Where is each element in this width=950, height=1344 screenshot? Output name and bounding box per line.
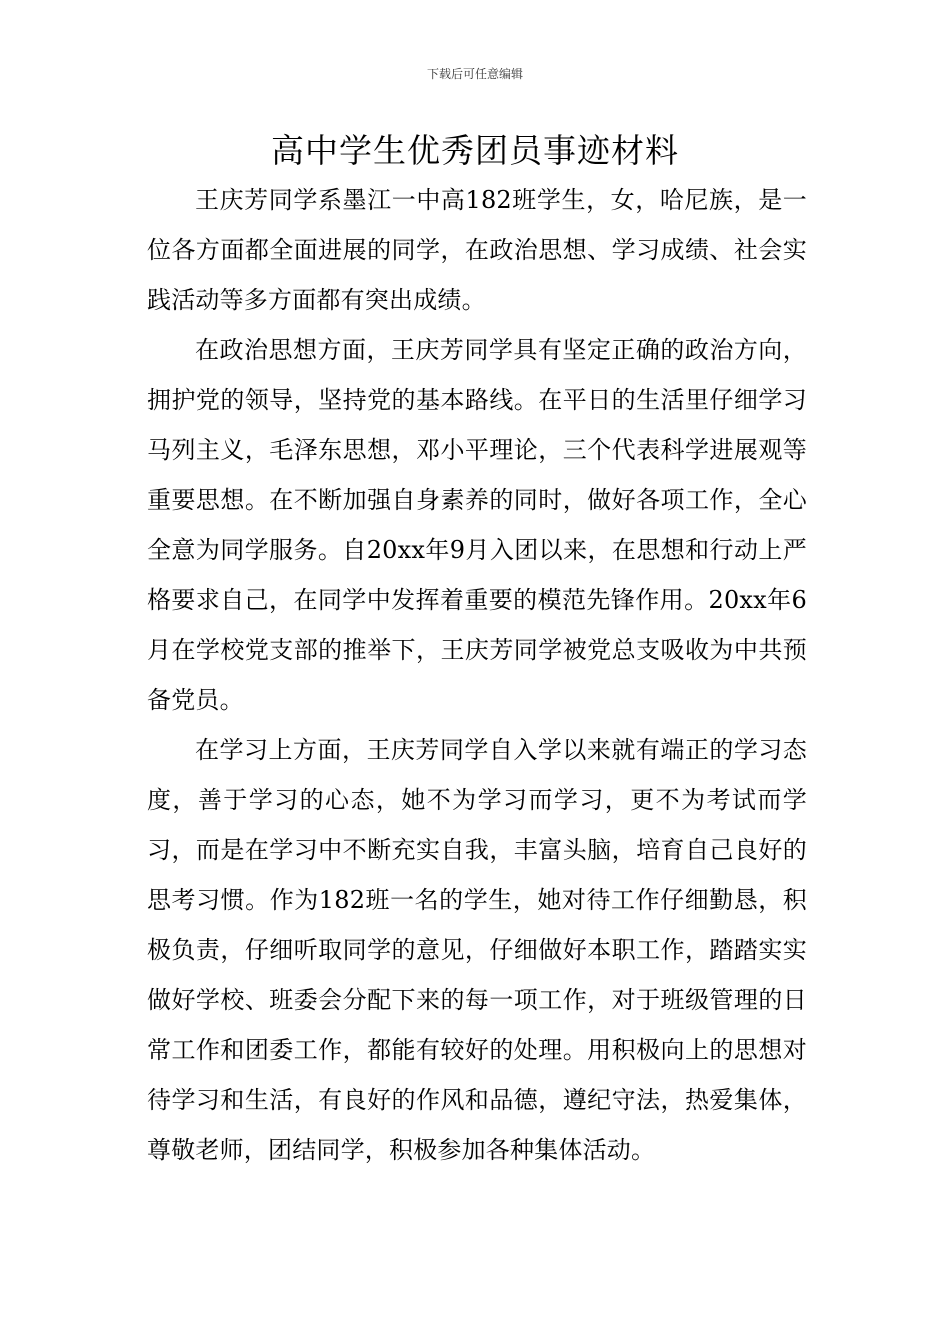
paragraph-intro: 王庆芳同学系墨江一中高182班学生，女，哈尼族，是一位各方面都全面进展的同学，在政治思想、学习成绩、社会实践活动等多方面都有突出成绩。: [147, 186, 807, 314]
header-note: 下载后可任意编辑: [426, 67, 523, 81]
paragraph-study: 在学习上方面，王庆芳同学自入学以来就有端正的学习态度，善于学习的心态，她不为学习而学习，更不为考试而学习，而是在学习中不断充实自我，丰富头脑，培育自己良好的思考习惯。作为182班一名的学生，她对待工作仔细勤恳，积极负责，仔细听取同学的意见，仔细做好本职工作，踏踏实实做好学校、班委会分配下来的每一项工作，对于班级管理的日常工作和团委工作，都能有较好的处理。用积极向上的思想对待学习和生活，有良好的作风和品德，遵纪守法，热爱集体，尊敬老师，团结同学，积极参加各种集体活动。: [147, 736, 807, 1164]
paragraph-political: 在政治思想方面，王庆芳同学具有坚定正确的政治方向，拥护党的领导，坚持党的基本路线。在平日的生活里仔细学习马列主义，毛泽东思想，邓小平理论，三个代表科学进展观等重要思想。在不断加强自身素养的同时，做好各项工作，全心全意为同学服务。自20xx年9月入团以来，在思想和行动上严格要求自己，在同学中发挥着重要的模范先锋作用。20xx年6月在学校党支部的推举下，王庆芳同学被党总支吸收为中共预备党员。: [147, 336, 807, 714]
document-body: [147, 175, 807, 1175]
document-title: 高中学生优秀团员事迹材料: [271, 131, 679, 170]
